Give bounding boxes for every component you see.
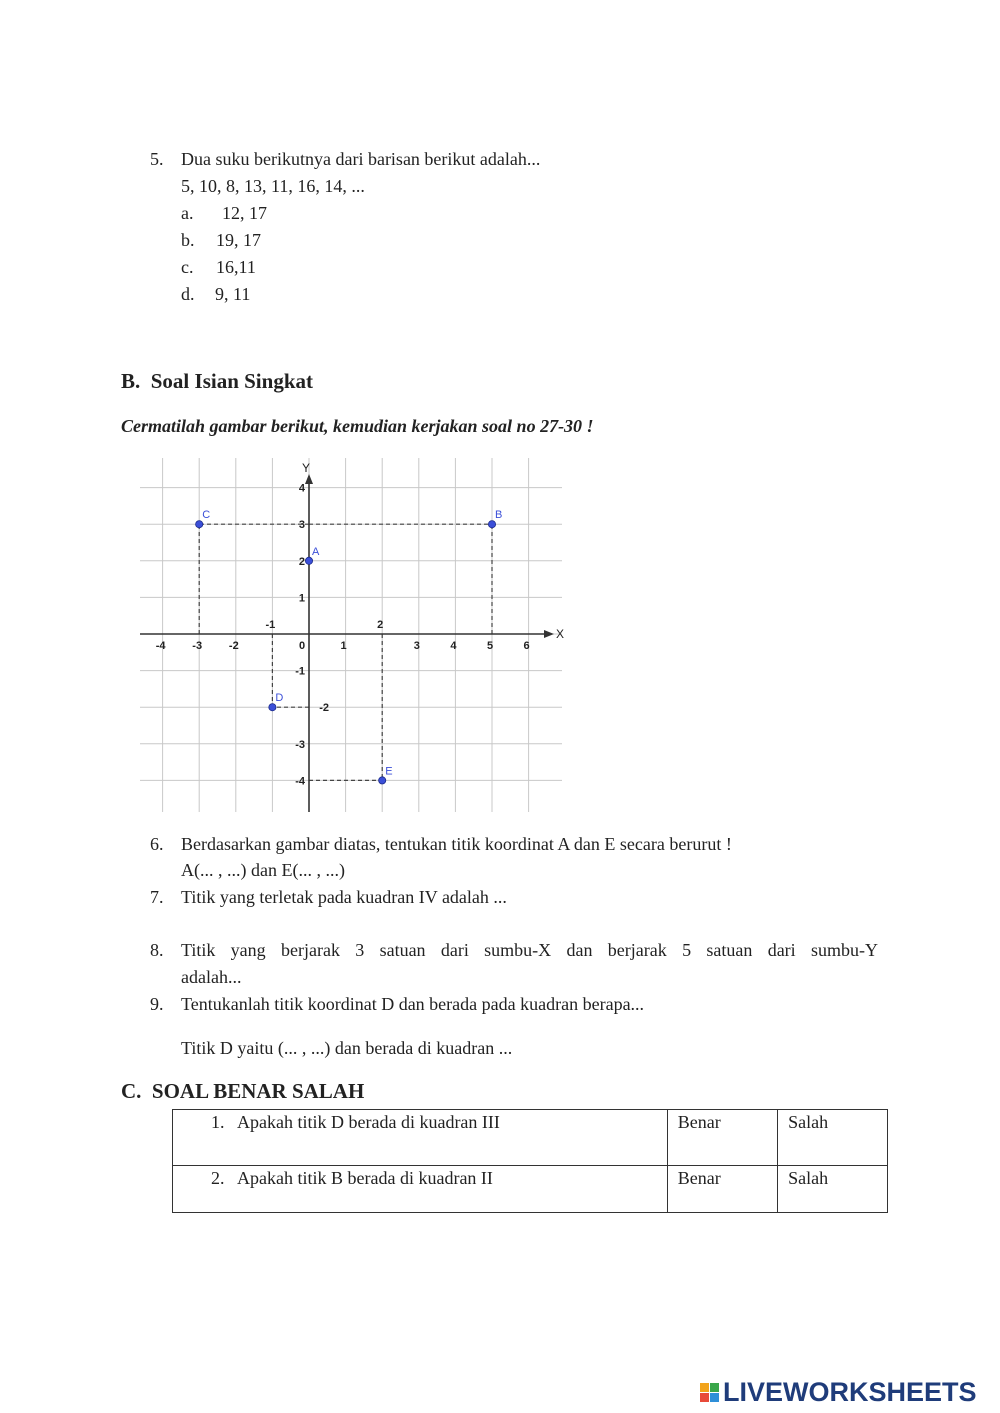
logo-blocks-icon bbox=[700, 1383, 719, 1402]
salah-option[interactable]: Salah bbox=[778, 1110, 888, 1166]
option-text: 9, 11 bbox=[215, 284, 251, 304]
y-tick-label: 1 bbox=[298, 592, 305, 605]
option-b[interactable] bbox=[181, 229, 261, 251]
x-tick-label: 1 bbox=[340, 640, 347, 652]
option-c[interactable] bbox=[181, 256, 256, 278]
question-9-text: Tentukanlah titik koordinat D dan berada pada kuadran berapa... bbox=[181, 994, 645, 1014]
point-e bbox=[379, 777, 386, 784]
y-axis-arrow bbox=[305, 474, 313, 484]
question-9-answer-template: Titik D yaitu (... , ...) dan berada di kuadran ... bbox=[181, 1038, 513, 1058]
statement-cell: 2. Apakah titik B berada di kuadran II bbox=[173, 1166, 668, 1213]
option-text: 12, 17 bbox=[222, 203, 267, 223]
y-tick-label: -1 bbox=[295, 665, 305, 678]
question-6-text: Berdasarkan gambar diatas, tentukan titik koordinat A dan E secara berurut ! bbox=[181, 834, 732, 854]
x-tick-label: 3 bbox=[413, 640, 420, 652]
x-tick-label: 4 bbox=[450, 640, 457, 652]
question-6-answer-template: A(... , ...) dan E(... , ...) bbox=[181, 860, 345, 880]
x-tick-label: 2 bbox=[377, 619, 384, 631]
benar-option[interactable]: Benar bbox=[667, 1110, 777, 1166]
question-7-number: 7. bbox=[150, 887, 164, 907]
x-axis-label: X bbox=[556, 627, 565, 641]
point-label-b: B bbox=[495, 509, 503, 522]
y-tick-label: -3 bbox=[295, 738, 305, 751]
point-label-c: C bbox=[202, 509, 211, 522]
x-tick-label: 6 bbox=[523, 640, 530, 652]
table-row bbox=[173, 1110, 888, 1166]
liveworksheets-logo bbox=[700, 1378, 977, 1406]
option-letter: b. bbox=[181, 230, 195, 250]
coordinate-graph bbox=[128, 450, 568, 820]
x-tick-label: 5 bbox=[486, 640, 494, 652]
point-b bbox=[488, 521, 495, 528]
section-c-heading: C. SOAL BENAR SALAH bbox=[121, 1079, 365, 1103]
question-8-number: 8. bbox=[150, 940, 164, 960]
y-tick-label: 2 bbox=[298, 555, 305, 568]
true-false-table bbox=[172, 1109, 888, 1213]
point-d bbox=[269, 704, 276, 711]
y-axis-label: Y bbox=[301, 461, 311, 475]
question-5-sequence: 5, 10, 8, 13, 11, 16, 14, ... bbox=[181, 176, 365, 196]
point-label-d: D bbox=[275, 692, 284, 705]
tick-labels bbox=[156, 483, 530, 788]
x-tick-label: 0 bbox=[298, 640, 306, 652]
x-tick-label: -3 bbox=[192, 640, 203, 652]
section-b-instruction: Cermatilah gambar berikut, kemudian kerjakan soal no 27-30 ! bbox=[121, 416, 594, 436]
section-b-heading: B. Soal Isian Singkat bbox=[121, 369, 313, 393]
question-9-number: 9. bbox=[150, 994, 164, 1014]
point-c bbox=[196, 521, 203, 528]
x-tick-label: -1 bbox=[265, 619, 276, 631]
option-letter: a. bbox=[181, 203, 194, 223]
option-text: 16,11 bbox=[216, 257, 256, 277]
point-label-e: E bbox=[385, 765, 393, 778]
y-tick-label: -2 bbox=[319, 702, 329, 715]
salah-option[interactable]: Salah bbox=[778, 1166, 888, 1213]
question-6-number: 6. bbox=[150, 834, 164, 854]
question-8-text-cont: adalah... bbox=[181, 967, 242, 987]
x-axis-arrow bbox=[544, 630, 554, 638]
question-7-text: Titik yang terletak pada kuadran IV adalah ... bbox=[181, 887, 507, 907]
option-a[interactable] bbox=[181, 202, 267, 224]
question-5-number: 5. bbox=[150, 149, 164, 169]
option-d[interactable] bbox=[181, 283, 251, 305]
y-tick-label: 3 bbox=[298, 519, 305, 532]
option-letter: c. bbox=[181, 257, 194, 277]
statement-cell: 1. Apakah titik D berada di kuadran III bbox=[173, 1110, 668, 1166]
question-8-text: Titik yang berjarak 3 satuan dari sumbu-X dan berjarak 5 satuan dari sumbu-Y bbox=[181, 940, 878, 960]
option-text: 19, 17 bbox=[216, 230, 261, 250]
x-tick-label: -4 bbox=[155, 640, 166, 652]
table-row bbox=[173, 1166, 888, 1213]
x-tick-label: -2 bbox=[228, 640, 239, 652]
point-label-a: A bbox=[312, 545, 320, 558]
y-tick-label: -4 bbox=[295, 775, 305, 788]
point-a bbox=[305, 557, 312, 564]
logo-text: LIVEWORKSHEETS bbox=[723, 1376, 977, 1407]
question-5-prompt: Dua suku berikutnya dari barisan berikut adalah... bbox=[181, 149, 541, 169]
option-letter: d. bbox=[181, 284, 195, 304]
y-tick-label: 4 bbox=[298, 482, 305, 495]
benar-option[interactable]: Benar bbox=[667, 1166, 777, 1213]
